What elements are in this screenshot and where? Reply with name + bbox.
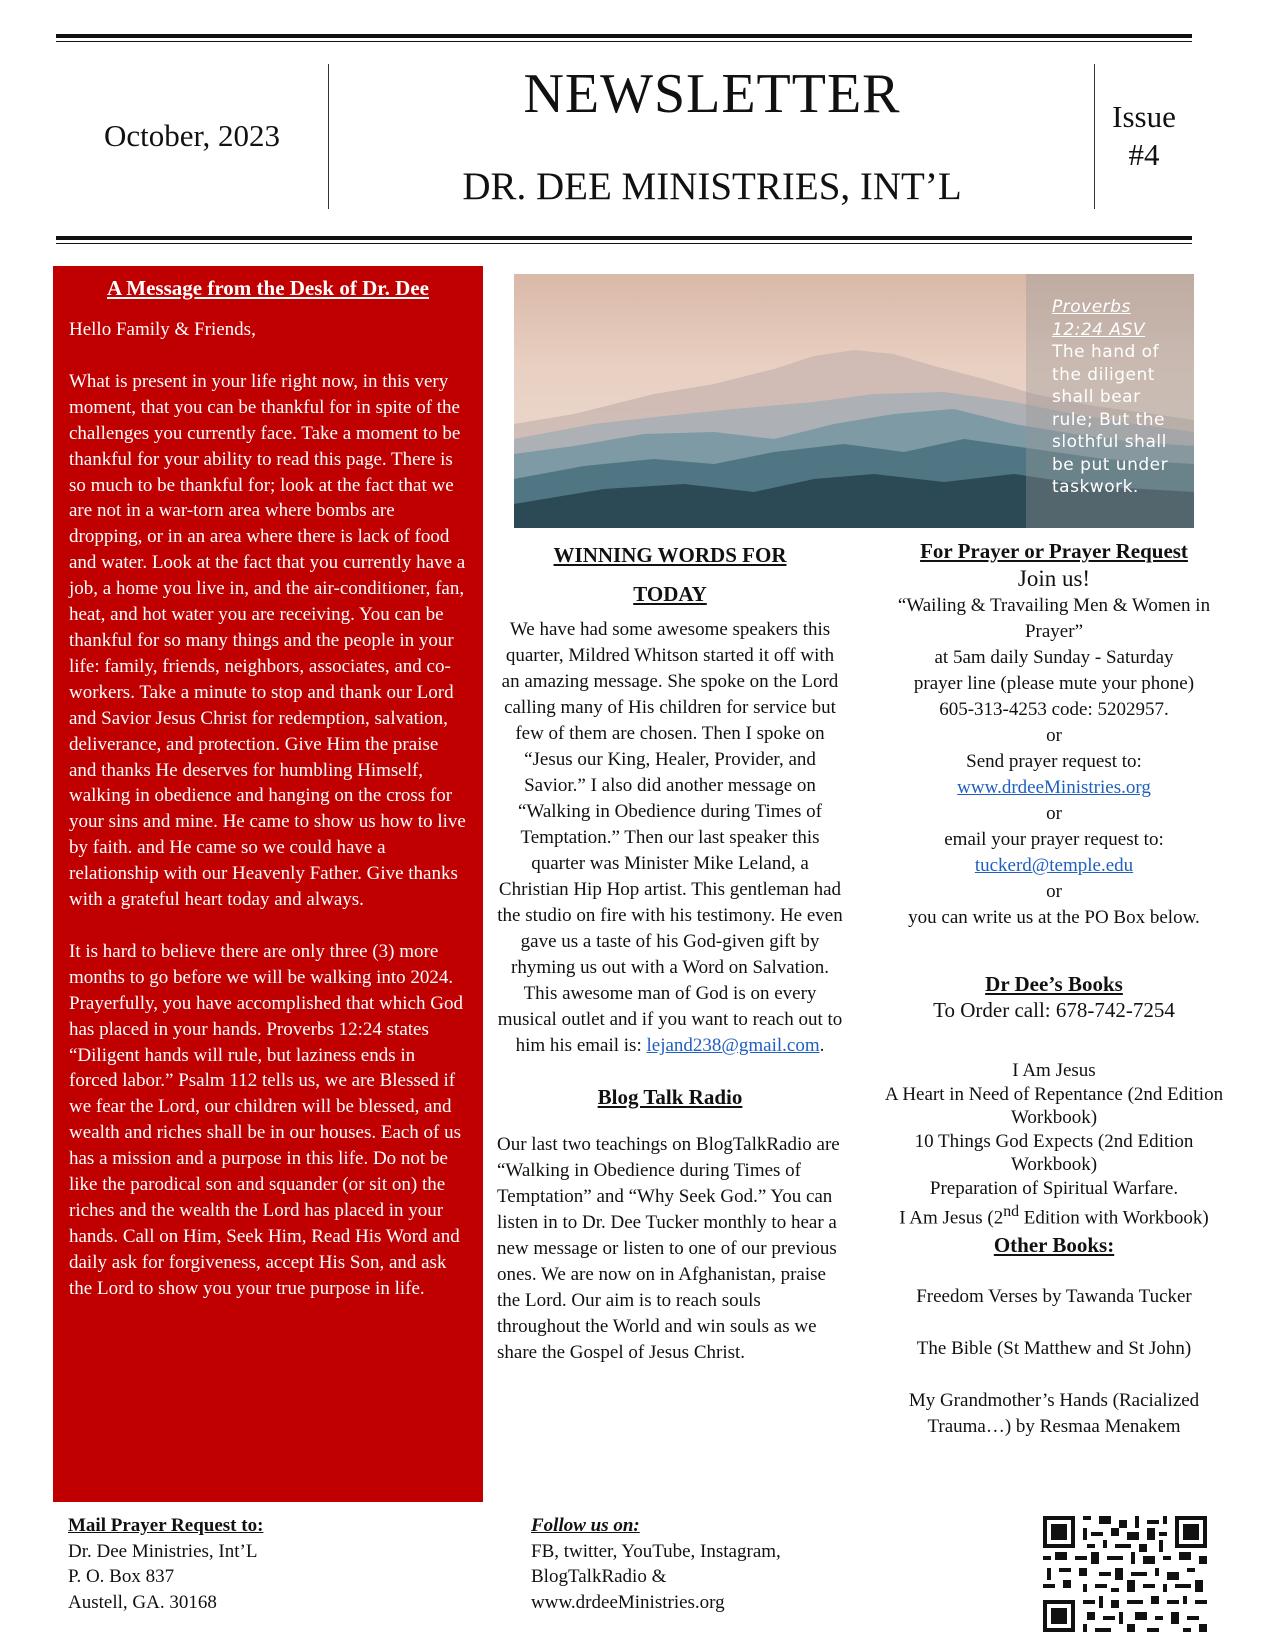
mail-address-line: Austell, GA. 30168 (68, 1591, 217, 1613)
book-item: Preparation of Spiritual Warfare. (929, 1177, 1179, 1199)
follow-line: FB, twitter, YouTube, Instagram, (531, 1540, 781, 1562)
follow-line: www.drdeeMinistries.org (531, 1591, 725, 1613)
dr-dee-books-title: Dr Dee’s Books (985, 972, 1123, 996)
other-book-item: Freedom Verses by Tawanda Tucker (916, 1285, 1192, 1307)
book-item-sup: nd (1003, 1203, 1020, 1220)
or-separator: or (1046, 725, 1062, 746)
dr-dee-books-list (880, 1059, 1228, 1230)
other-books-title: Other Books: (993, 1232, 1115, 1257)
prayer-call-name: “Wailing & Travailing Men & Women in Prayer” (897, 595, 1211, 642)
prayer-and-books-column (880, 538, 1228, 1440)
message-greeting: Hello Family & Friends, (69, 319, 256, 340)
or-separator: or (1046, 881, 1062, 902)
winning-words-text: We have had some awesome speakers this quarter, Mildred Whitson started it off with an amazing message. She spoke on the Lord calling many of His children for service but few of them are chosen. Then I spoke on “Jesus our King, Healer, Provider, and Savior.” I also did another message on “Walking in Obedience during Times of Temptation.” Then our last speaker this quarter was Minister Mike Leland, a Christian Hip Hop artist. This gentleman had the studio on fire with his testimony. He even gave us a taste of his God-given gift by rhyming us out with a Word on Salvation. This awesome man of God is on every musical outlet and if you want to reach out to him his email is: (497, 619, 843, 1056)
follow-line: BlogTalkRadio & (531, 1566, 667, 1587)
prayer-line-phone: 605-313-4253 code: 5202957. (939, 699, 1169, 720)
email-period: . (819, 1035, 825, 1056)
message-title: A Message from the Desk of Dr. Dee (107, 276, 429, 300)
book-item: 10 Things God Expects (2nd Edition Workbook) (914, 1130, 1194, 1175)
email-request-label: email your prayer request to: (944, 829, 1164, 850)
blog-talk-radio-title: Blog Talk Radio (597, 1085, 743, 1109)
order-phone: To Order call: 678-742-7254 (933, 998, 1175, 1022)
header-bottom-rule-thick (56, 236, 1192, 240)
mail-title: Mail Prayer Request to: (68, 1515, 264, 1536)
masthead-title: NEWSLETTER (523, 63, 901, 125)
mail-address-line: P. O. Box 837 (68, 1566, 175, 1587)
issue-label: Issue (1112, 99, 1176, 134)
message-paragraph-1: What is present in your life right now, in this very moment, that you can be thankful for in spite of the challenges you currently face. Take a moment to be thankful for your ability to read this page. There is so much to be thankful for; look at the fact that we are not in a war-torn area where bombs are dropping, or in an area where there is lack of food and water. Look at the fact that you currently have a job, a home you live in, and the air-conditioner, fan, heat, and hot water you are receiving. You can be thankful for so many things and the people in your life: family, friends, neighbors, associates, and co-workers. Take a minute to stop and thank our Lord and Savior Jesus Christ for redemption, salvation, deliverance, and protection. Give Him the praise and thanks He deserves for humbling Himself, walking in obedience and hanging on the cross for your sins and mine. He came to show us how to live by faith. and He came so we could have a relationship with our Heavenly Father. Give thanks with a grateful heart today and always. (69, 370, 466, 911)
winning-words-title-line-2: TODAY (633, 582, 707, 606)
issue-number (1096, 98, 1192, 174)
winning-words-title-line-1: WINNING WORDS FOR (553, 543, 787, 567)
book-item: I Am Jesus (1012, 1060, 1096, 1081)
message-paragraph-2: It is hard to believe there are only three (3) more months to go before we will be walking into 2024. Prayerfully, you have accomplished that which God has placed in your hands. Proverbs 12:24 states “Diligent hands will rule, but laziness ends in forced labor.” Psalm 112 tells us, we are Blessed if we fear the Lord, our children will be blessed, and wealth and riches shall be in our houses. Each of us has a mission and a purpose in this life. Do not be like the parodical son and squander (or sit on) the riches and the wealth the Lord has placed in your hands. Call on Him, Seek Him, Read His Word and daily ask for forgiveness, accept His Son, and ask the Lord to show you your true purpose in life. (69, 940, 463, 1299)
winning-words-body (497, 617, 843, 1059)
header-bottom-rule-thin (56, 243, 1192, 244)
speaker-email-link[interactable]: lejand238@gmail.com (646, 1035, 820, 1056)
header-divider-right (1094, 64, 1095, 209)
mountain-hero-image (514, 274, 1194, 528)
org-name: DR. DEE MINISTRIES, INT’L (462, 165, 962, 208)
website-link[interactable]: www.drdeeMinistries.org (957, 777, 1151, 798)
prayer-email-link[interactable]: tuckerd@temple.edu (974, 855, 1134, 876)
book-item-suffix: Edition with Workbook) (1019, 1207, 1209, 1229)
or-separator: or (1046, 803, 1062, 824)
verse-text: The hand of the diligent shall bear rule; But the slothful shall be put under taskwork. (1052, 342, 1169, 497)
book-item-prefix: I Am Jesus (2 (899, 1207, 1004, 1229)
other-book-item: My Grandmother’s Hands (Racialized Trauma…) by Resmaa Menakem (908, 1389, 1200, 1437)
issue-value: #4 (1128, 137, 1160, 172)
prayer-schedule: at 5am daily Sunday - Saturday (934, 647, 1174, 668)
message-from-desk (53, 266, 483, 1502)
winning-words-column (497, 536, 843, 1366)
issue-date: October, 2023 (103, 118, 281, 153)
header-divider-left (328, 64, 329, 209)
book-item (880, 1200, 1228, 1230)
prayer-request-title: For Prayer or Prayer Request (920, 539, 1188, 563)
verse-reference-line-1: Proverbs (1052, 297, 1131, 317)
join-us-text: Join us! (1017, 566, 1091, 591)
prayer-line-note: prayer line (please mute your phone) (913, 673, 1195, 694)
po-box-note: you can write us at the PO Box below. (908, 907, 1200, 928)
top-rule-thick (56, 34, 1192, 38)
top-rule-thin (56, 41, 1192, 42)
mail-address-line: Dr. Dee Ministries, Int’L (68, 1540, 258, 1562)
verse-panel (1026, 274, 1194, 528)
verse-reference-line-2: 12:24 ASV (1052, 319, 1145, 340)
book-item: A Heart in Need of Repentance (2nd Edition Workbook) (884, 1083, 1224, 1128)
follow-title: Follow us on: (531, 1515, 640, 1536)
other-book-item: The Bible (St Matthew and St John) (916, 1337, 1192, 1359)
send-request-label: Send prayer request to: (966, 751, 1142, 772)
blog-talk-radio-body: Our last two teachings on BlogTalkRadio are “Walking in Obedience during Times of Temptation” and “Why Seek God.” You can listen in to Dr. Dee Tucker monthly to hear a new message or listen to one of our previous ones. We are now on in Afghanistan, praise the Lord. Our aim is to reach souls throughout the World and win souls as we share the Gospel of Jesus Christ. (497, 1134, 840, 1363)
qr-code-icon[interactable] (1043, 1515, 1207, 1633)
follow-us (531, 1513, 781, 1615)
mail-prayer-request (68, 1513, 263, 1615)
